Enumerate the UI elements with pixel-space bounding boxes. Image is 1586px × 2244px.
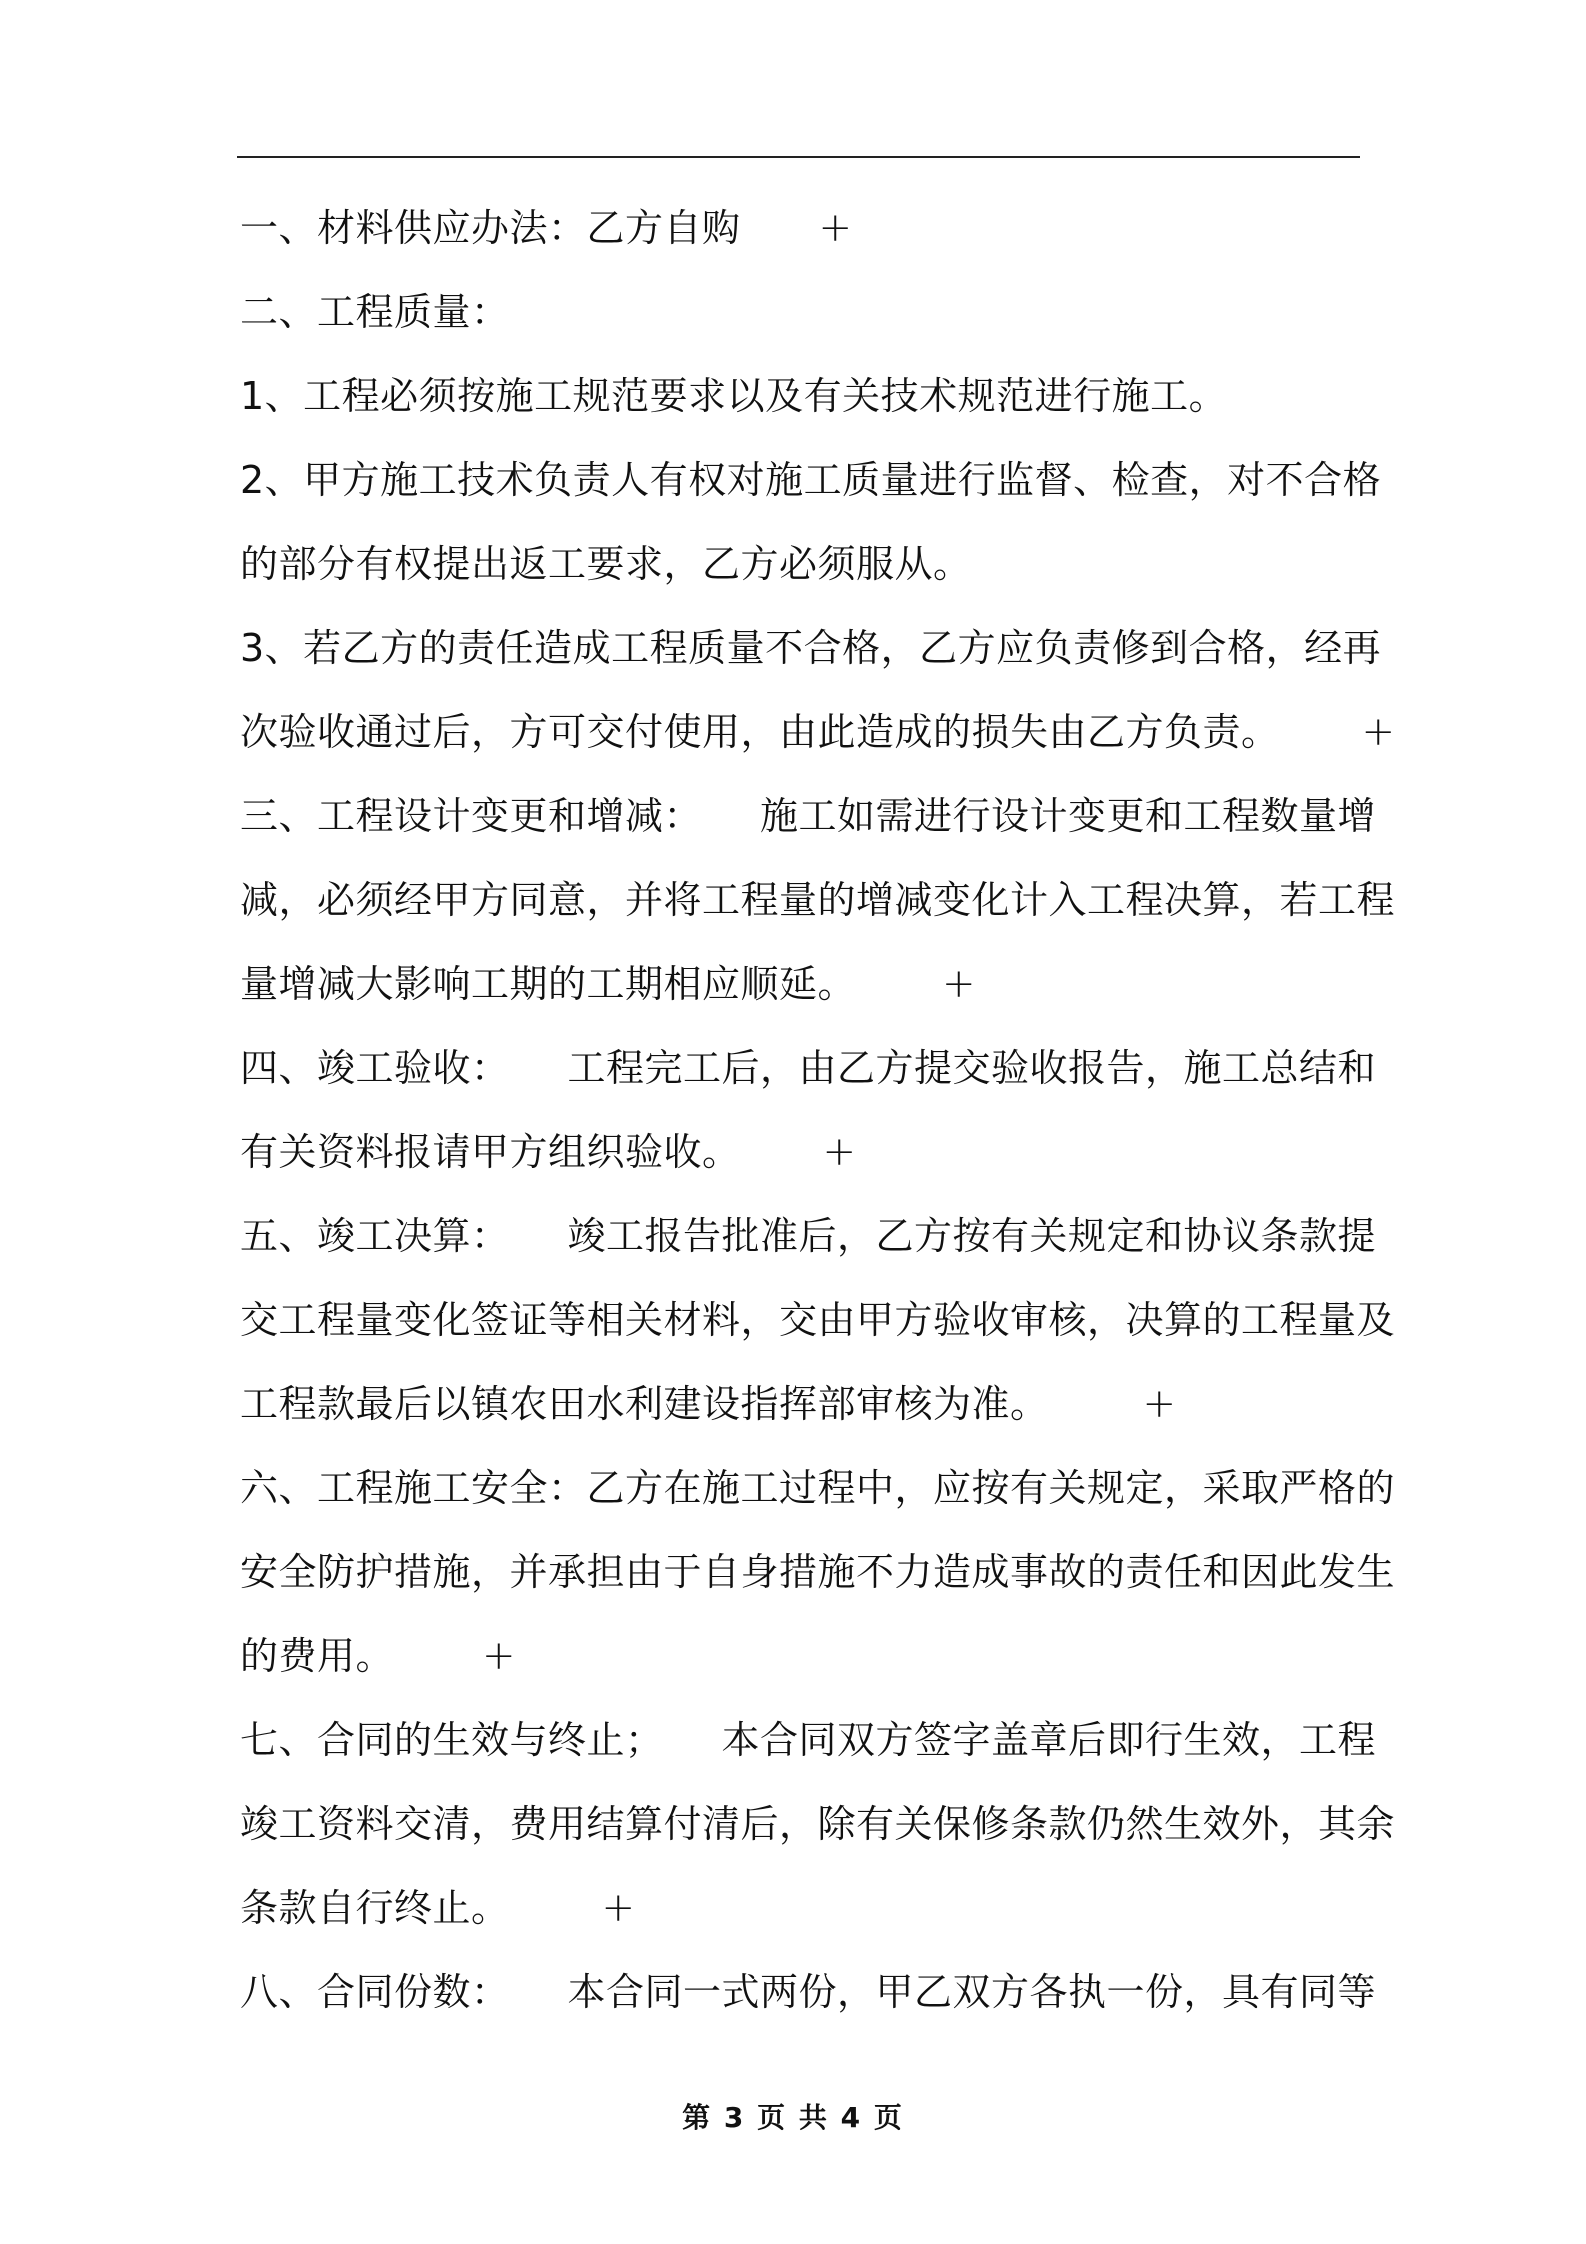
text-line: 2、甲方施工技术负责人有权对施工质量进行监督、检查，对不合格: [240, 458, 1382, 502]
text-line: 减，必须经甲方同意，并将工程量的增减变化计入工程决算，若工程: [240, 878, 1396, 922]
text-line: 的费用。 +: [240, 1633, 517, 1679]
text-line: 量增减大影响工期的工期相应顺延。 +: [240, 961, 977, 1007]
text-line: 八、合同份数： 本合同一式两份，甲乙双方各执一份，具有同等: [240, 1970, 1377, 2014]
text-line: 七、合同的生效与终止； 本合同双方签字盖章后即行生效，工程: [240, 1718, 1377, 1762]
text-line: 竣工资料交清，费用结算付清后，除有关保修条款仍然生效外，其余: [240, 1802, 1396, 1846]
text-line: 工程款最后以镇农田水利建设指挥部审核为准。 +: [240, 1381, 1177, 1427]
page-number: 第 3 页 共 4 页: [682, 2101, 904, 2134]
plus-mark-icon: +: [942, 961, 977, 1007]
text-line: 的部分有权提出返工要求，乙方必须服从。: [240, 542, 972, 586]
text-line: 三、工程设计变更和增减： 施工如需进行设计变更和工程数量增: [240, 794, 1377, 838]
plus-mark-icon: +: [822, 1129, 857, 1175]
text-line: 有关资料报请甲方组织验收。 +: [240, 1129, 857, 1175]
plus-mark-icon: +: [482, 1633, 517, 1679]
text-line: 一、材料供应办法：乙方自购 +: [240, 205, 853, 251]
text-line: 五、竣工决算： 竣工报告批准后，乙方按有关规定和协议条款提: [240, 1214, 1377, 1258]
text-line: 条款自行终止。 +: [240, 1885, 636, 1931]
text-line: 交工程量变化签证等相关材料，交由甲方验收审核，决算的工程量及: [240, 1298, 1396, 1342]
text-line: 六、工程施工安全：乙方在施工过程中，应按有关规定，采取严格的: [240, 1466, 1396, 1510]
header-rule: [237, 156, 1360, 158]
text-line: 次验收通过后，方可交付使用，由此造成的损失由乙方负责。 +: [240, 709, 1396, 755]
text-line: 四、竣工验收： 工程完工后，由乙方提交验收报告，施工总结和: [240, 1046, 1377, 1090]
text-line: 3、若乙方的责任造成工程质量不合格，乙方应负责修到合格，经再: [240, 626, 1382, 670]
plus-mark-icon: +: [1142, 1381, 1177, 1427]
plus-mark-icon: +: [1361, 709, 1396, 755]
plus-mark-icon: +: [818, 205, 853, 251]
text-line: 安全防护措施，并承担由于自身措施不力造成事故的责任和因此发生: [240, 1550, 1396, 1594]
plus-mark-icon: +: [601, 1885, 636, 1931]
text-line: 二、工程质量：: [240, 290, 510, 334]
text-line: 1、工程必须按施工规范要求以及有关技术规范进行施工。: [240, 374, 1228, 418]
